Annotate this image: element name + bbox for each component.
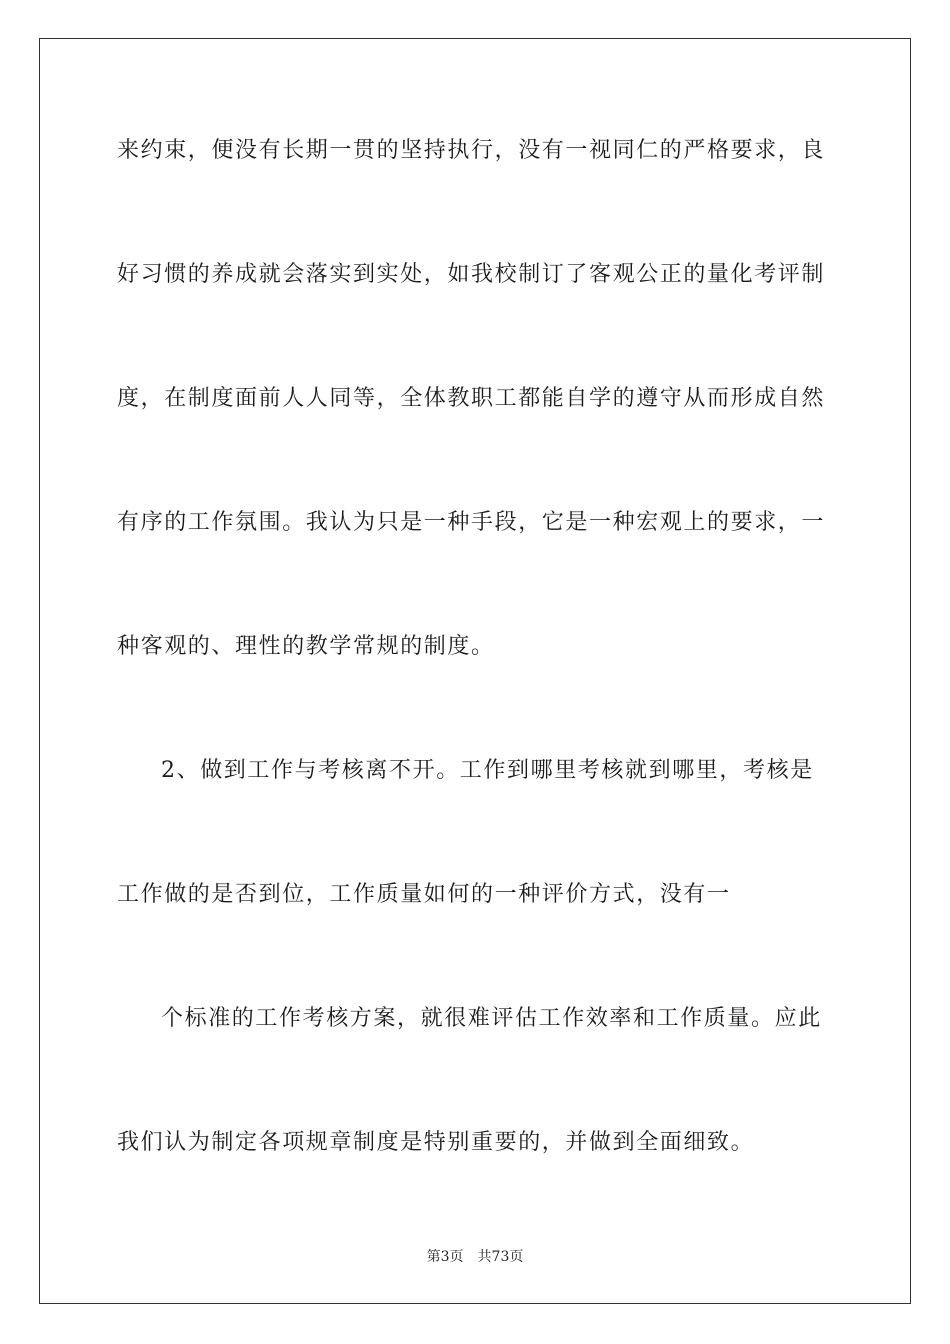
paragraph-start-line: 个标准的工作考核方案，就很难评估工作效率和工作质量。应此 [161, 1006, 822, 1031]
body-line: 度，在制度面前人人同等，全体教职工都能自学的遵守从而形成自然 [117, 386, 826, 411]
body-line: 有序的工作氛围。我认为只是一种手段，它是一种宏观上的要求，一 [117, 510, 826, 535]
body-line: 好习惯的养成就会落实到实处，如我校制订了客观公正的量化考评制 [117, 262, 826, 287]
body-line: 我们认为制定各项规章制度是特别重要的，并做到全面细致。 [117, 1130, 755, 1155]
body-line: 来约束，便没有长期一贯的坚持执行，没有一视同仁的严格要求，良 [117, 138, 826, 163]
body-line: 工作做的是否到位，工作质量如何的一种评价方式，没有一 [117, 882, 731, 907]
page-footer [0, 1247, 950, 1267]
page-number: 第3页 [426, 1249, 464, 1265]
page-border [39, 38, 911, 1304]
total-pages: 共73页 [477, 1249, 524, 1265]
paragraph-start-line: 2、做到工作与考核离不开。工作到哪里考核就到哪里，考核是 [161, 758, 814, 783]
body-line: 种客观的、理性的教学常规的制度。 [117, 634, 495, 659]
